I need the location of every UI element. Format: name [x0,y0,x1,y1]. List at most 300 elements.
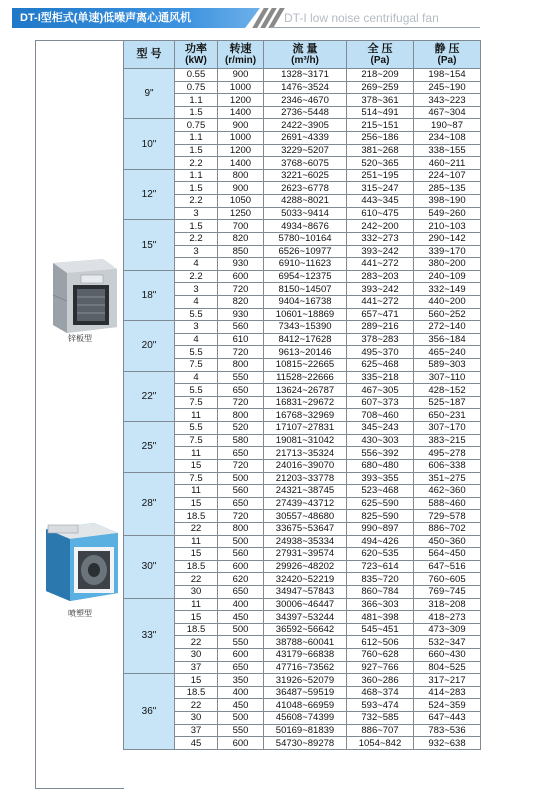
airflow-cell: 2691~4339 [264,132,347,145]
speed-cell: 560 [218,548,264,561]
power-cell: 15 [175,611,218,624]
speed-cell: 850 [218,245,264,258]
table-row [124,548,481,561]
airflow-cell: 24321~38745 [264,485,347,498]
column-header-airflow: 流 量 (m³/h) [264,41,347,69]
table-row [124,724,481,737]
column-header-model: 型 号 [124,41,175,69]
table-row [124,522,481,535]
model-cell: 28" [124,472,175,535]
power-cell: 30 [175,585,218,598]
power-cell: 5.5 [175,346,218,359]
page-header [0,0,546,36]
table-row [124,69,481,82]
speed-cell: 400 [218,686,264,699]
airflow-cell: 2422~3905 [264,119,347,132]
total-pressure-cell: 927~766 [347,661,414,674]
power-cell: 11 [175,447,218,460]
static-pressure-cell: 525~187 [414,396,481,409]
table-row [124,346,481,359]
model-cell: 12" [124,169,175,219]
airflow-cell: 3768~6075 [264,157,347,170]
speed-cell: 700 [218,220,264,233]
table-row [124,699,481,712]
power-cell: 11 [175,485,218,498]
power-cell: 0.55 [175,69,218,82]
airflow-cell: 5033~9414 [264,207,347,220]
static-pressure-cell: 465~240 [414,346,481,359]
speed-cell: 550 [218,636,264,649]
airflow-cell: 32420~52219 [264,573,347,586]
static-pressure-cell: 804~525 [414,661,481,674]
total-pressure-cell: 625~590 [347,497,414,510]
static-pressure-cell: 338~155 [414,144,481,157]
power-cell: 2.2 [175,157,218,170]
static-pressure-cell: 462~360 [414,485,481,498]
static-pressure-cell: 532~347 [414,636,481,649]
speed-cell: 560 [218,485,264,498]
power-cell: 7.5 [175,472,218,485]
airflow-cell: 45608~74399 [264,712,347,725]
speed-cell: 900 [218,119,264,132]
static-pressure-cell: 564~450 [414,548,481,561]
table-row [124,396,481,409]
static-pressure-cell: 383~215 [414,434,481,447]
model-cell: 22" [124,371,175,421]
table-row [124,434,481,447]
speed-cell: 1200 [218,144,264,157]
column-header-speed: 转速 (r/min) [218,41,264,69]
static-pressure-cell: 234~108 [414,132,481,145]
table-row [124,321,481,334]
table-row [124,661,481,674]
model-cell: 30" [124,535,175,598]
power-cell: 15 [175,459,218,472]
total-pressure-cell: 708~460 [347,409,414,422]
static-pressure-cell: 769~745 [414,585,481,598]
power-cell: 1.1 [175,94,218,107]
airflow-cell: 9404~16738 [264,295,347,308]
total-pressure-cell: 1054~842 [347,737,414,750]
speed-cell: 800 [218,522,264,535]
table-row [124,585,481,598]
total-pressure-cell: 393~242 [347,245,414,258]
table-row [124,81,481,94]
static-pressure-cell: 307~110 [414,371,481,384]
power-cell: 22 [175,636,218,649]
static-pressure-cell: 588~460 [414,497,481,510]
speed-cell: 720 [218,459,264,472]
total-pressure-cell: 467~305 [347,384,414,397]
speed-cell: 650 [218,497,264,510]
airflow-cell: 30006~46447 [264,598,347,611]
total-pressure-cell: 612~506 [347,636,414,649]
zinc-plate-fan-image [41,255,119,337]
speed-cell: 1050 [218,195,264,208]
static-pressure-cell: 428~152 [414,384,481,397]
static-pressure-cell: 783~536 [414,724,481,737]
header-underline [270,27,480,28]
model-cell: 33" [124,598,175,674]
total-pressure-cell: 393~355 [347,472,414,485]
static-pressure-cell: 647~443 [414,712,481,725]
power-cell: 1.1 [175,169,218,182]
speed-cell: 800 [218,409,264,422]
static-pressure-cell: 467~304 [414,106,481,119]
table-row [124,144,481,157]
total-pressure-cell: 593~474 [347,699,414,712]
table-row [124,132,481,145]
total-pressure-cell: 441~272 [347,258,414,271]
static-pressure-cell: 760~605 [414,573,481,586]
static-pressure-cell: 560~252 [414,308,481,321]
power-cell: 11 [175,409,218,422]
total-pressure-cell: 835~720 [347,573,414,586]
power-cell: 3 [175,207,218,220]
table-row [124,623,481,636]
title-english: DT-I low noise centrifugal fan [284,11,439,25]
table-row [124,295,481,308]
speed-cell: 800 [218,359,264,372]
power-cell: 15 [175,674,218,687]
table-row [124,573,481,586]
spray-coated-fan-image [38,519,122,603]
static-pressure-cell: 356~184 [414,333,481,346]
airflow-cell: 34397~53244 [264,611,347,624]
static-pressure-cell: 332~149 [414,283,481,296]
total-pressure-cell: 443~345 [347,195,414,208]
model-cell: 10" [124,119,175,169]
total-pressure-cell: 430~303 [347,434,414,447]
speed-cell: 610 [218,333,264,346]
power-cell: 4 [175,333,218,346]
speed-cell: 900 [218,182,264,195]
airflow-cell: 33675~53647 [264,522,347,535]
column-header-power: 功率 (kW) [175,41,218,69]
speed-cell: 500 [218,712,264,725]
speed-cell: 1000 [218,81,264,94]
airflow-cell: 3229~5207 [264,144,347,157]
table-row [124,283,481,296]
table-row [124,371,481,384]
table-row [124,649,481,662]
total-pressure-cell: 680~480 [347,459,414,472]
total-pressure-cell: 393~242 [347,283,414,296]
airflow-cell: 31926~52079 [264,674,347,687]
speed-cell: 720 [218,346,264,359]
power-cell: 3 [175,283,218,296]
total-pressure-cell: 315~247 [347,182,414,195]
power-cell: 1.5 [175,144,218,157]
power-cell: 0.75 [175,119,218,132]
total-pressure-cell: 215~151 [347,119,414,132]
table-row [124,636,481,649]
airflow-cell: 43179~66838 [264,649,347,662]
total-pressure-cell: 760~628 [347,649,414,662]
table-row [124,737,481,750]
table-row [124,232,481,245]
power-cell: 45 [175,737,218,750]
speed-cell: 1250 [218,207,264,220]
total-pressure-cell: 381~268 [347,144,414,157]
table-row [124,611,481,624]
speed-cell: 450 [218,611,264,624]
total-pressure-cell: 620~535 [347,548,414,561]
airflow-cell: 30557~48680 [264,510,347,523]
model-cell: 36" [124,674,175,750]
total-pressure-cell: 732~585 [347,712,414,725]
table-row [124,169,481,182]
static-pressure-cell: 224~107 [414,169,481,182]
power-cell: 3 [175,321,218,334]
speed-cell: 500 [218,535,264,548]
total-pressure-cell: 242~200 [347,220,414,233]
speed-cell: 1200 [218,94,264,107]
static-pressure-cell: 414~283 [414,686,481,699]
static-pressure-cell: 339~170 [414,245,481,258]
speed-cell: 550 [218,371,264,384]
static-pressure-cell: 647~516 [414,560,481,573]
table-row [124,674,481,687]
total-pressure-cell: 251~195 [347,169,414,182]
table-row [124,258,481,271]
airflow-cell: 2346~4670 [264,94,347,107]
speed-cell: 650 [218,661,264,674]
airflow-cell: 10601~18869 [264,308,347,321]
speed-cell: 720 [218,396,264,409]
airflow-cell: 13624~26787 [264,384,347,397]
total-pressure-cell: 723~614 [347,560,414,573]
speed-cell: 650 [218,447,264,460]
total-pressure-cell: 495~370 [347,346,414,359]
static-pressure-cell: 398~190 [414,195,481,208]
airflow-cell: 8150~14507 [264,283,347,296]
speed-cell: 520 [218,422,264,435]
airflow-cell: 2623~6778 [264,182,347,195]
airflow-cell: 4934~8676 [264,220,347,233]
total-pressure-cell: 610~475 [347,207,414,220]
airflow-cell: 21713~35324 [264,447,347,460]
static-pressure-cell: 460~211 [414,157,481,170]
airflow-cell: 1328~3171 [264,69,347,82]
power-cell: 1.5 [175,220,218,233]
speed-cell: 650 [218,585,264,598]
airflow-cell: 9613~20146 [264,346,347,359]
power-cell: 18.5 [175,623,218,636]
table-header [124,41,481,69]
column-header-static-pressure: 静 压 (Pa) [414,41,481,69]
table-row [124,308,481,321]
power-cell: 22 [175,699,218,712]
speed-cell: 720 [218,283,264,296]
speed-cell: 1400 [218,157,264,170]
table-row [124,497,481,510]
power-cell: 4 [175,258,218,271]
airflow-cell: 1476~3524 [264,81,347,94]
speed-cell: 500 [218,623,264,636]
static-pressure-cell: 886~702 [414,522,481,535]
total-pressure-cell: 523~468 [347,485,414,498]
airflow-cell: 3221~6025 [264,169,347,182]
table-row [124,182,481,195]
airflow-cell: 7343~15390 [264,321,347,334]
airflow-cell: 4288~8021 [264,195,347,208]
table-row [124,106,481,119]
model-cell: 9" [124,69,175,119]
table-row [124,598,481,611]
table-row [124,485,481,498]
airflow-cell: 8412~17628 [264,333,347,346]
power-cell: 11 [175,598,218,611]
speed-cell: 500 [218,472,264,485]
table-row [124,560,481,573]
speed-cell: 550 [218,724,264,737]
static-pressure-cell: 495~278 [414,447,481,460]
airflow-cell: 50169~81839 [264,724,347,737]
airflow-cell: 21203~33778 [264,472,347,485]
power-cell: 30 [175,649,218,662]
airflow-cell: 2736~5448 [264,106,347,119]
airflow-cell: 34947~57843 [264,585,347,598]
power-cell: 2.2 [175,270,218,283]
static-pressure-cell: 343~223 [414,94,481,107]
airflow-cell: 6526~10977 [264,245,347,258]
static-pressure-cell: 524~359 [414,699,481,712]
speed-cell: 620 [218,573,264,586]
table-row [124,157,481,170]
airflow-cell: 16768~32969 [264,409,347,422]
table-row [124,384,481,397]
total-pressure-cell: 625~468 [347,359,414,372]
airflow-cell: 38788~60041 [264,636,347,649]
speed-cell: 650 [218,384,264,397]
total-pressure-cell: 332~273 [347,232,414,245]
static-pressure-cell: 290~142 [414,232,481,245]
airflow-cell: 16831~29672 [264,396,347,409]
power-cell: 4 [175,295,218,308]
power-cell: 2.2 [175,232,218,245]
static-pressure-cell: 380~200 [414,258,481,271]
static-pressure-cell: 418~273 [414,611,481,624]
power-cell: 7.5 [175,359,218,372]
airflow-cell: 10815~22665 [264,359,347,372]
power-cell: 15 [175,497,218,510]
static-pressure-cell: 317~217 [414,674,481,687]
total-pressure-cell: 825~590 [347,510,414,523]
power-cell: 3 [175,245,218,258]
speed-cell: 820 [218,295,264,308]
product-image-panel [35,40,124,789]
total-pressure-cell: 366~303 [347,598,414,611]
power-cell: 22 [175,573,218,586]
table-body [124,69,481,750]
total-pressure-cell: 360~286 [347,674,414,687]
column-header-total-pressure: 全 压 (Pa) [347,41,414,69]
total-pressure-cell: 218~209 [347,69,414,82]
power-cell: 18.5 [175,510,218,523]
static-pressure-cell: 660~430 [414,649,481,662]
spray-coated-caption: 喷塑型 [68,609,92,618]
model-cell: 20" [124,321,175,371]
total-pressure-cell: 520~365 [347,157,414,170]
table-row [124,409,481,422]
power-cell: 37 [175,661,218,674]
speed-cell: 350 [218,674,264,687]
power-cell: 5.5 [175,308,218,321]
speed-cell: 450 [218,699,264,712]
airflow-cell: 24016~39070 [264,459,347,472]
table-row [124,359,481,372]
power-cell: 1.1 [175,132,218,145]
total-pressure-cell: 860~784 [347,585,414,598]
airflow-cell: 27439~43712 [264,497,347,510]
speed-cell: 600 [218,649,264,662]
speed-cell: 930 [218,258,264,271]
airflow-cell: 41048~66959 [264,699,347,712]
total-pressure-cell: 607~373 [347,396,414,409]
table-row [124,119,481,132]
airflow-cell: 17107~27831 [264,422,347,435]
power-cell: 5.5 [175,384,218,397]
power-cell: 18.5 [175,686,218,699]
airflow-cell: 19081~31042 [264,434,347,447]
total-pressure-cell: 545~451 [347,623,414,636]
airflow-cell: 6954~12375 [264,270,347,283]
speed-cell: 900 [218,69,264,82]
static-pressure-cell: 729~578 [414,510,481,523]
speed-cell: 560 [218,321,264,334]
table-row [124,245,481,258]
table-row [124,422,481,435]
speed-cell: 580 [218,434,264,447]
static-pressure-cell: 450~360 [414,535,481,548]
total-pressure-cell: 657~471 [347,308,414,321]
total-pressure-cell: 335~218 [347,371,414,384]
zinc-plate-caption: 锌板型 [68,334,92,343]
table-row [124,270,481,283]
total-pressure-cell: 378~361 [347,94,414,107]
power-cell: 22 [175,522,218,535]
static-pressure-cell: 240~109 [414,270,481,283]
speed-cell: 800 [218,169,264,182]
total-pressure-cell: 494~426 [347,535,414,548]
static-pressure-cell: 318~208 [414,598,481,611]
airflow-cell: 47716~73562 [264,661,347,674]
static-pressure-cell: 440~200 [414,295,481,308]
total-pressure-cell: 556~392 [347,447,414,460]
power-cell: 11 [175,535,218,548]
static-pressure-cell: 272~140 [414,321,481,334]
static-pressure-cell: 549~260 [414,207,481,220]
static-pressure-cell: 307~170 [414,422,481,435]
static-pressure-cell: 351~275 [414,472,481,485]
table-row [124,459,481,472]
airflow-cell: 54730~89278 [264,737,347,750]
static-pressure-cell: 650~231 [414,409,481,422]
model-cell: 15" [124,220,175,270]
title-chinese: DT-I型柜式(单速)低噪声离心通风机 [20,12,192,24]
airflow-cell: 36487~59519 [264,686,347,699]
table-row [124,472,481,485]
total-pressure-cell: 269~259 [347,81,414,94]
airflow-cell: 29926~48202 [264,560,347,573]
power-cell: 30 [175,712,218,725]
airflow-cell: 24938~35334 [264,535,347,548]
airflow-cell: 36592~56642 [264,623,347,636]
airflow-cell: 11528~22666 [264,371,347,384]
table-row [124,207,481,220]
speed-cell: 400 [218,598,264,611]
